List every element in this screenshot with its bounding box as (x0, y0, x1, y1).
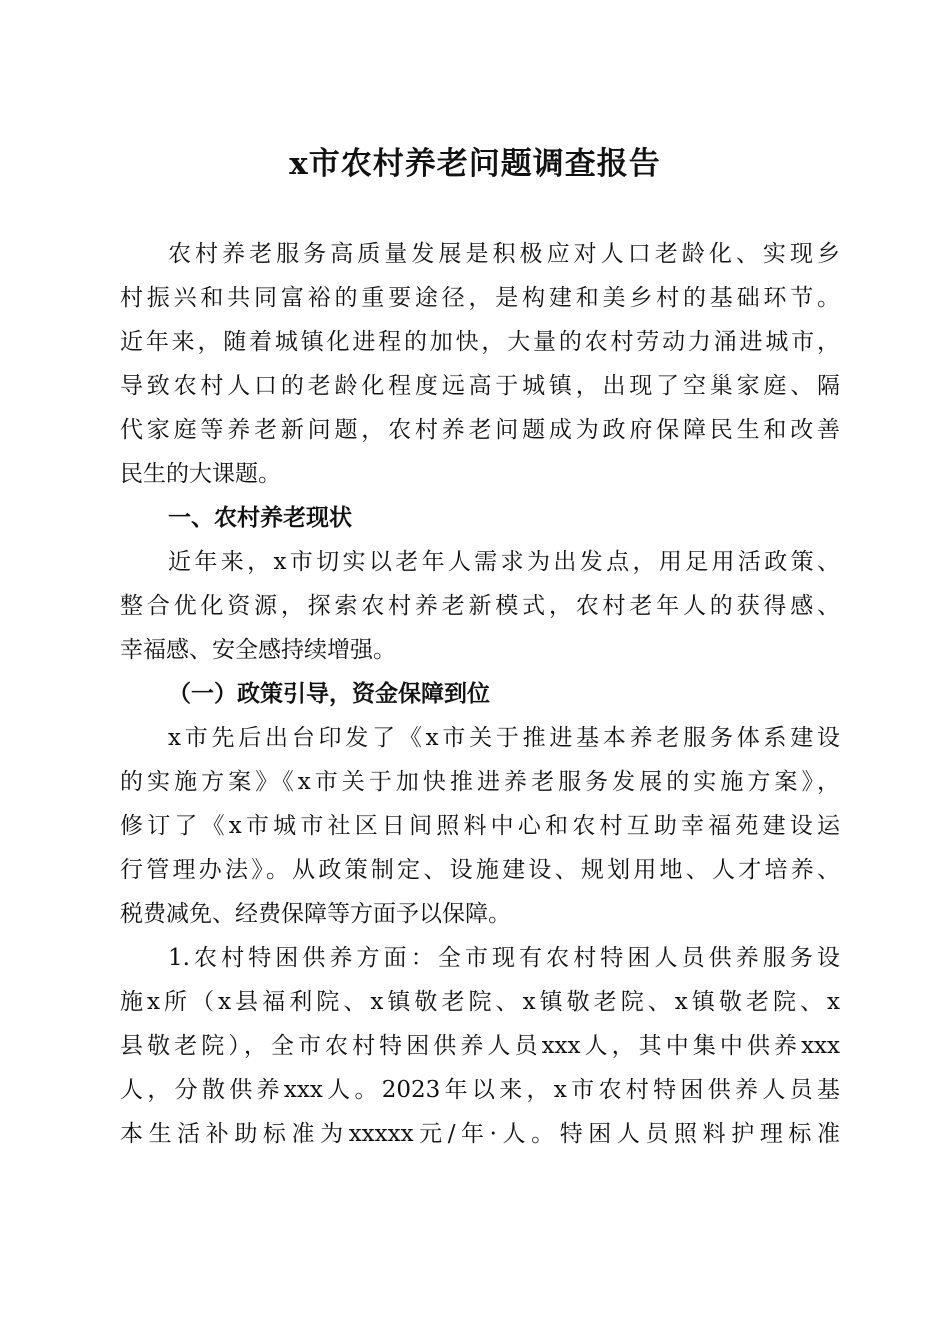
paragraph-line: 税费减免、经费保障等方面予以保障。 (120, 901, 511, 927)
paragraph-line: 近年来，x市切实以老年人需求为出发点，用足用活政策、 (168, 549, 840, 575)
paragraph-line: x市先后出台印发了《x市关于推进基本养老服务体系建设 (168, 725, 840, 751)
paragraph-line: 施x所（x县福利院、x镇敬老院、x镇敬老院、x镇敬老院、x (120, 989, 840, 1015)
paragraph-line: 村振兴和共同富裕的重要途径，是构建和美乡村的基础环节。 (120, 285, 840, 311)
paragraph-line: 民生的大课题。 (120, 461, 281, 487)
paragraph-line: 县敬老院），全市农村特困供养人员xxx人，其中集中供养xxx (120, 1033, 840, 1059)
paragraph-line: 行管理办法》。从政策制定、设施建设、规划用地、人才培养、 (120, 857, 840, 883)
paragraph-line: 近年来，随着城镇化进程的加快，大量的农村劳动力涌进城市， (120, 329, 840, 355)
document-title: x市农村养老问题调查报告 (289, 146, 661, 182)
section-heading: 一、农村养老现状 (168, 504, 352, 531)
paragraph-line: 农村养老服务高质量发展是积极应对人口老龄化、实现乡 (168, 241, 840, 267)
subsection-heading: （一）政策引导，资金保障到位 (168, 680, 490, 707)
paragraph-line: 导致农村人口的老龄化程度远高于城镇，出现了空巢家庭、隔 (120, 373, 840, 399)
paragraph-line: 本生活补助标准为xxxxx元/年·人。特困人员照料护理标准 (120, 1121, 840, 1147)
paragraph-line: 的实施方案》《x市关于加快推进养老服务发展的实施方案》， (120, 769, 840, 795)
paragraph-line: 代家庭等养老新问题，农村养老问题成为政府保障民生和改善 (120, 417, 840, 443)
paragraph-line: 整合优化资源，探索农村养老新模式，农村老年人的获得感、 (120, 593, 840, 619)
paragraph-line: 幸福感、安全感持续增强。 (120, 637, 396, 663)
paragraph-line: 人，分散供养xxx人。2023年以来，x市农村特困供养人员基 (120, 1077, 840, 1103)
document-body (120, 232, 840, 1156)
paragraph-line: 1.农村特困供养方面：全市现有农村特困人员供养服务设 (168, 945, 840, 971)
paragraph-line: 修订了《x市城市社区日间照料中心和农村互助幸福苑建设运 (120, 813, 840, 839)
